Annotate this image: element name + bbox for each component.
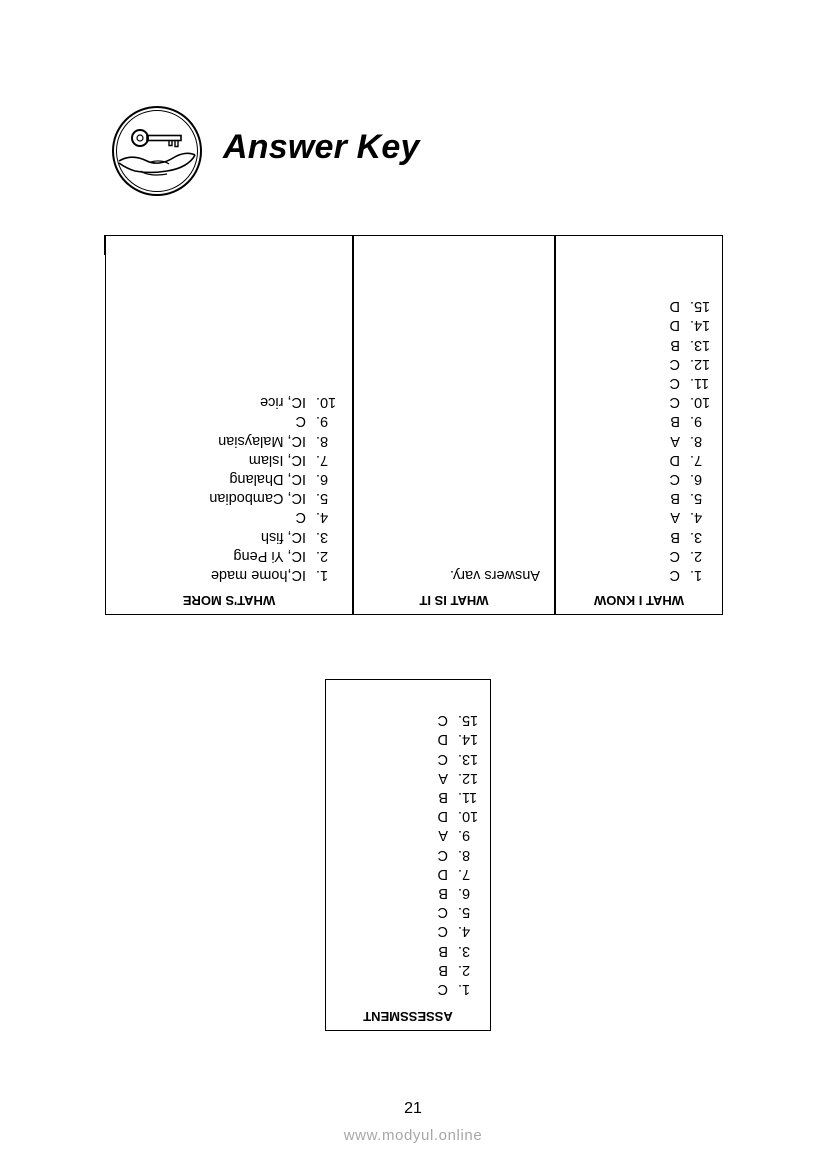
item-number: 13. <box>458 750 479 767</box>
what-i-know-header: WHAT I KNOW <box>593 593 685 608</box>
what-is-it-panel <box>353 235 555 615</box>
item-number: 14. <box>690 317 711 334</box>
item-answer: A <box>438 769 448 786</box>
item-answer: C <box>669 567 680 583</box>
assessment-panel <box>325 679 491 1031</box>
item-answer: C <box>437 846 448 863</box>
item-number: 13. <box>690 336 711 353</box>
item-answer: B <box>438 884 448 901</box>
list-item <box>670 507 712 526</box>
item-number: 7. <box>458 865 471 882</box>
item-answer: C <box>669 547 680 564</box>
list-item <box>670 488 712 507</box>
item-number: 12. <box>690 355 711 372</box>
list-item <box>438 864 480 883</box>
item-number: 10. <box>458 808 479 825</box>
list-item <box>438 902 480 921</box>
item-number: 9. <box>458 827 471 844</box>
item-number: 1. <box>458 981 471 997</box>
item-answer: C <box>437 923 448 940</box>
list-item <box>209 392 338 411</box>
item-number: 10. <box>316 394 337 411</box>
what-i-know-list <box>670 296 712 584</box>
item-number: 5. <box>316 490 329 507</box>
item-answer: B <box>438 942 448 959</box>
list-item <box>209 565 338 584</box>
list-item <box>670 430 712 449</box>
list-item <box>670 565 712 584</box>
item-answer: IC, rice <box>260 394 306 411</box>
list-item <box>670 469 712 488</box>
list-item <box>209 450 338 469</box>
list-item <box>438 921 480 940</box>
list-item <box>670 411 712 430</box>
list-item <box>670 450 712 469</box>
item-number: 2. <box>690 547 703 564</box>
item-number: 7. <box>690 451 703 468</box>
item-answer: A <box>670 432 680 449</box>
list-item <box>670 546 712 565</box>
item-number: 1. <box>690 567 703 583</box>
item-number: 8. <box>458 846 471 863</box>
item-number: 15. <box>458 712 479 729</box>
item-number: 5. <box>690 490 703 507</box>
item-answer: C <box>437 712 448 729</box>
item-number: 7. <box>316 451 329 468</box>
list-item <box>209 430 338 449</box>
item-answer: D <box>669 451 680 468</box>
item-answer: C <box>669 470 680 487</box>
page-number: 21 <box>404 1100 422 1117</box>
list-item <box>438 883 480 902</box>
item-answer: C <box>437 981 448 997</box>
item-number: 4. <box>316 509 329 526</box>
item-answer: D <box>437 865 448 882</box>
item-answer: C <box>669 355 680 372</box>
list-item <box>209 526 338 545</box>
item-answer: D <box>669 298 680 315</box>
item-number: 8. <box>690 432 703 449</box>
item-number: 2. <box>458 961 471 978</box>
assessment-list <box>438 710 480 998</box>
item-answer: B <box>438 961 448 978</box>
item-number: 9. <box>690 413 703 430</box>
item-number: 5. <box>458 904 471 921</box>
item-number: 3. <box>458 942 471 959</box>
list-item <box>670 315 712 334</box>
list-item <box>438 787 480 806</box>
item-answer: IC, Islam <box>248 451 306 468</box>
list-item <box>438 960 480 979</box>
item-number: 8. <box>316 432 329 449</box>
whats-more-panel <box>105 235 353 615</box>
item-answer: D <box>437 731 448 748</box>
item-answer: B <box>670 490 680 507</box>
item-number: 11. <box>458 788 478 805</box>
list-item <box>209 411 338 430</box>
item-answer: C <box>295 509 306 526</box>
item-number: 10. <box>690 394 711 411</box>
watermark: www.modyul.online <box>343 1127 483 1144</box>
list-item <box>438 768 480 787</box>
item-number: 1. <box>316 567 329 583</box>
what-is-it-list <box>450 565 540 584</box>
list-item <box>438 979 480 998</box>
whats-more-list <box>209 392 338 584</box>
item-answer: D <box>437 808 448 825</box>
item-number: 6. <box>690 470 703 487</box>
list-item <box>438 729 480 748</box>
list-item <box>438 940 480 959</box>
item-answer: IC, Yi Peng <box>233 547 306 564</box>
item-answer: B <box>670 528 680 545</box>
item-answer: IC,home made <box>210 567 306 583</box>
list-item <box>209 507 338 526</box>
item-number: 6. <box>316 470 329 487</box>
list-item <box>438 748 480 767</box>
item-answer: C <box>669 394 680 411</box>
what-i-know-panel <box>555 235 723 615</box>
key-in-hand-icon <box>111 105 203 197</box>
list-item <box>209 488 338 507</box>
item-answer: B <box>438 788 448 805</box>
item-answer: A <box>670 509 680 526</box>
list-item <box>670 334 712 353</box>
whats-more-header: WHAT'S MORE <box>182 593 276 608</box>
list-item <box>670 296 712 315</box>
item-answer: C <box>437 904 448 921</box>
assessment-header: ASSESSMENT <box>363 1009 453 1024</box>
item-answer: C <box>295 413 306 430</box>
item-number: 3. <box>690 528 703 545</box>
item-number: 3. <box>316 528 329 545</box>
list-item <box>438 710 480 729</box>
item-answer: D <box>669 317 680 334</box>
list-item <box>438 844 480 863</box>
item-answer: IC, fish <box>260 528 306 545</box>
list-item: Answers vary. <box>450 567 540 583</box>
list-item <box>670 392 712 411</box>
item-answer: IC, Cambodian <box>209 490 306 507</box>
item-number: 9. <box>316 413 329 430</box>
what-is-it-header: WHAT IS IT <box>419 593 489 608</box>
list-item <box>438 806 480 825</box>
list-item <box>209 546 338 565</box>
item-number: 15. <box>690 298 711 315</box>
item-number: 6. <box>458 884 471 901</box>
item-number: 4. <box>458 923 471 940</box>
item-answer: IC, Malaysian <box>218 432 306 449</box>
item-answer: C <box>437 750 448 767</box>
list-item <box>670 354 712 373</box>
list-item <box>670 373 712 392</box>
item-number: 12. <box>458 769 479 786</box>
item-number: 14. <box>458 731 479 748</box>
page-title: Answer Key <box>223 128 420 166</box>
item-answer: C <box>669 374 680 391</box>
list-item <box>209 469 338 488</box>
item-number: 2. <box>316 547 329 564</box>
item-answer: B <box>670 413 680 430</box>
item-number: 11. <box>690 374 710 391</box>
list-item <box>670 526 712 545</box>
list-item <box>438 825 480 844</box>
item-answer: A <box>438 827 448 844</box>
item-answer: IC, Dhalang <box>229 470 306 487</box>
item-number: 4. <box>690 509 703 526</box>
item-answer: B <box>670 336 680 353</box>
